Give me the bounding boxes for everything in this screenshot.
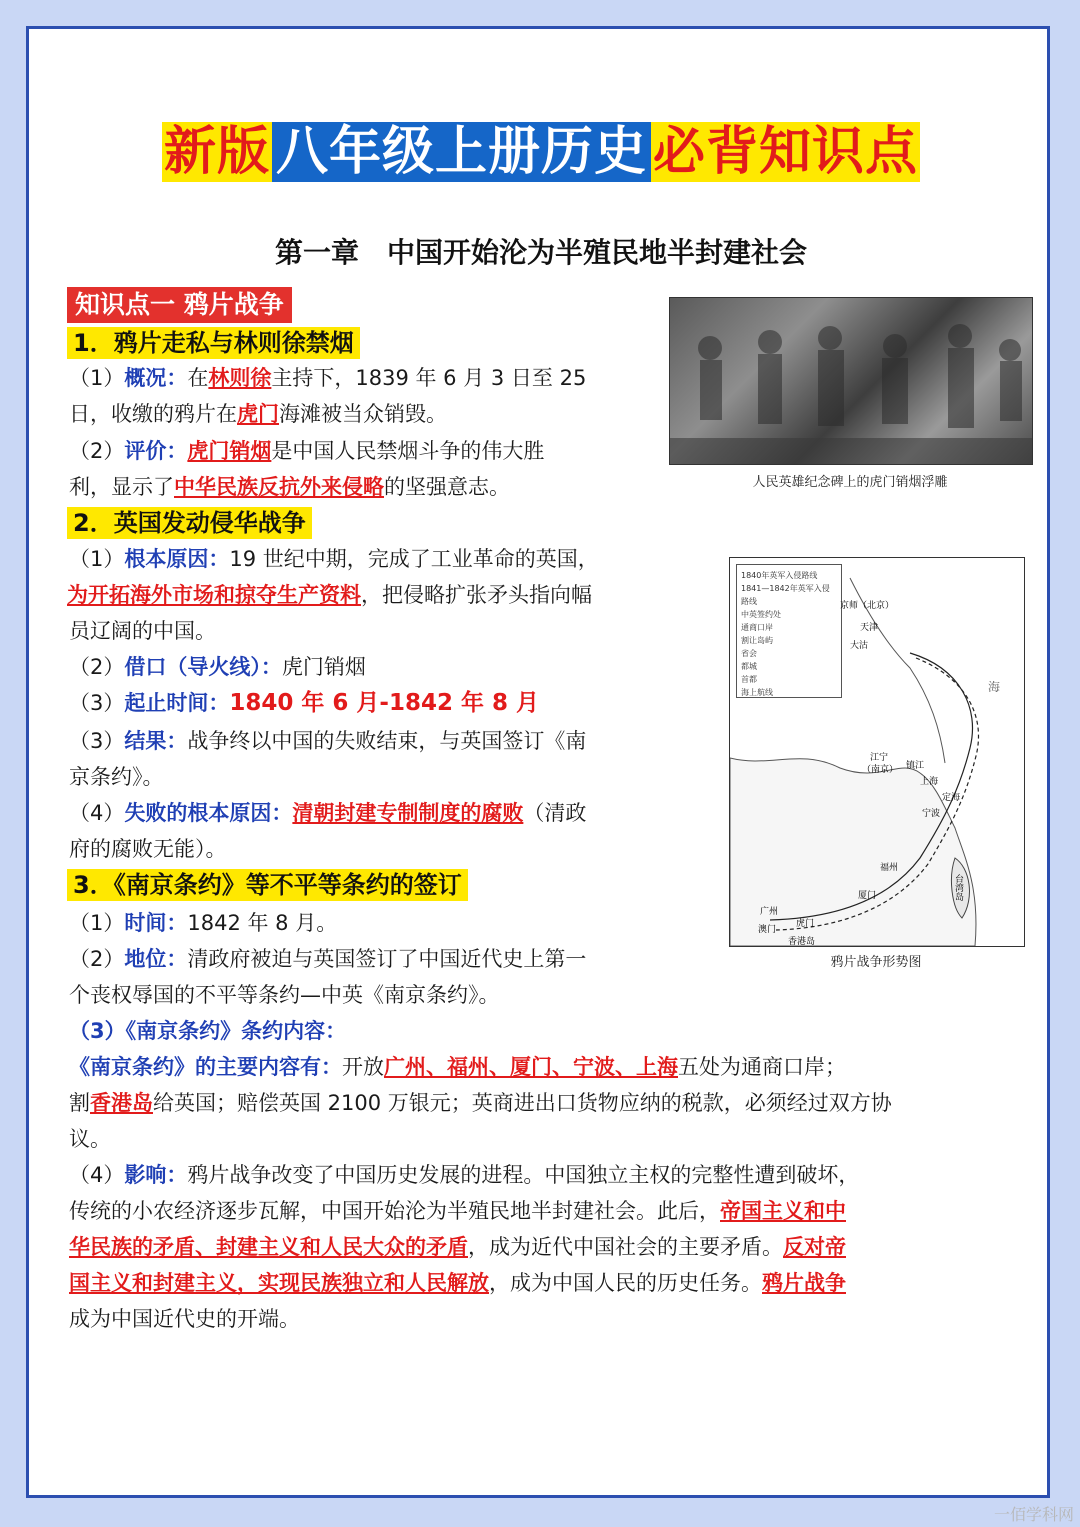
map-label: 广州 bbox=[760, 907, 779, 917]
text-line: 为开拓海外市场和掠夺生产资料，把侵略扩张矛头指向幅 bbox=[67, 583, 592, 607]
page-title bbox=[29, 121, 1053, 183]
text-line: （1）时间：1842 年 8 月。 bbox=[69, 911, 338, 935]
map-label: 大沽 bbox=[850, 641, 869, 651]
text-line: （2）借口（导火线）：虎门销烟 bbox=[69, 655, 366, 679]
legend-item: 通商口岸 bbox=[741, 623, 773, 632]
map-caption: 鸦片战争形势图 bbox=[830, 955, 922, 970]
war-map bbox=[729, 557, 1025, 947]
legend-item: 中英签约处 bbox=[741, 610, 781, 619]
map-label: 镇江 bbox=[906, 761, 925, 771]
title-part-3: 必背知识点 bbox=[653, 122, 919, 182]
map-label: 宁波 bbox=[922, 809, 941, 819]
text-line: （3）《南京条约》条约内容： bbox=[69, 1019, 347, 1043]
map-legend bbox=[736, 564, 842, 698]
map-label: 天津 bbox=[860, 623, 879, 633]
text-line: 传统的小农经济逐步瓦解，中国开始沦为半殖民地半封建社会。此后，帝国主义和中 bbox=[69, 1199, 846, 1223]
map-label: 京师（北京） bbox=[840, 601, 895, 611]
text-line: 割香港岛给英国；赔偿英国 2100 万银元；英商进出口货物应纳的税款，必须经过双方协 bbox=[69, 1091, 892, 1115]
relief-image bbox=[669, 297, 1033, 465]
text-line: 京条约》。 bbox=[69, 765, 164, 789]
knowledge-point-badge: 知识点一 鸦片战争 bbox=[67, 287, 292, 323]
legend-item: 首都 bbox=[741, 675, 757, 684]
map-label: 上海 bbox=[920, 777, 939, 787]
text-line: 《南京条约》的主要内容有：开放广州、福州、厦门、宁波、上海五处为通商口岸； bbox=[69, 1055, 846, 1079]
map-label: 江宁 bbox=[870, 753, 889, 763]
map-label: 海 bbox=[988, 680, 1001, 694]
text-line: （2）评价：虎门销烟是中国人民禁烟斗争的伟大胜 bbox=[69, 439, 545, 463]
title-part-1: 新版 bbox=[163, 122, 270, 182]
section-heading-2: 2．英国发动侵华战争 bbox=[67, 507, 312, 539]
map-label: 厦门 bbox=[858, 891, 877, 901]
section-heading-3: 3．《南京条约》等不平等条约的签订 bbox=[67, 869, 468, 901]
relief-figures bbox=[670, 298, 1032, 464]
legend-item: 省会 bbox=[741, 649, 757, 658]
map-label: 定海 bbox=[942, 793, 961, 803]
text-line: 府的腐败无能）。 bbox=[69, 837, 227, 861]
page bbox=[26, 26, 1050, 1498]
text-line: 利，显示了中华民族反抗外来侵略的坚强意志。 bbox=[69, 475, 510, 499]
text-line: （1）概况：在林则徐主持下，1839 年 6 月 3 日至 25 bbox=[69, 366, 587, 390]
text-line: 日，收缴的鸦片在虎门海滩被当众销毁。 bbox=[69, 402, 447, 426]
legend-item: 割让岛屿 bbox=[741, 636, 773, 645]
title-part-2: 八年级上册历史 bbox=[272, 122, 651, 182]
text-line: （4）失败的根本原因：清朝封建专制制度的腐败（清政 bbox=[69, 801, 587, 825]
text-line: 成为中国近代史的开端。 bbox=[69, 1307, 300, 1331]
chapter-title: 第一章 中国开始沦为半殖民地半封建社会 bbox=[274, 236, 807, 269]
map-label: 香港岛 bbox=[788, 937, 816, 947]
text-line: （2）地位：清政府被迫与英国签订了中国近代史上第一 bbox=[69, 947, 587, 971]
text-line: （4）影响：鸦片战争改变了中国历史发展的进程。中国独立主权的完整性遭到破坏， bbox=[69, 1163, 860, 1187]
legend-item: 1840年英军入侵路线 bbox=[741, 571, 818, 580]
text-line: 议。 bbox=[69, 1127, 111, 1151]
text-line: （3）结果：战争终以中国的失败结束，与英国签订《南 bbox=[69, 729, 587, 753]
legend-item: 1841—1842年英军入侵路线 bbox=[741, 584, 830, 606]
watermark: 一佰学科网 bbox=[993, 1505, 1074, 1524]
map-label: 台湾岛 bbox=[953, 874, 963, 901]
text-line: 华民族的矛盾、封建主义和人民大众的矛盾，成为近代中国社会的主要矛盾。反对帝 bbox=[69, 1235, 846, 1259]
legend-list bbox=[737, 565, 841, 699]
relief-caption: 人民英雄纪念碑上的虎门销烟浮雕 bbox=[752, 475, 948, 490]
text-line: （1）根本原因：19 世纪中期，完成了工业革命的英国， bbox=[69, 547, 599, 571]
text-line: （3）起止时间：1840 年 6 月-1842 年 8 月 bbox=[69, 690, 539, 716]
text-line: 国主义和封建主义，实现民族独立和人民解放，成为中国人民的历史任务。鸦片战争 bbox=[69, 1271, 846, 1295]
map-label: 虎门 bbox=[796, 919, 815, 929]
section-heading-1: 1．鸦片走私与林则徐禁烟 bbox=[67, 327, 360, 359]
legend-item: 海上航线 bbox=[741, 688, 773, 697]
text-line: 个丧权辱国的不平等条约—中英《南京条约》。 bbox=[69, 983, 500, 1007]
map-label: 澳门 bbox=[758, 925, 777, 935]
text-line: 员辽阔的中国。 bbox=[69, 619, 216, 643]
map-label: （南京） bbox=[862, 765, 899, 775]
legend-item: 都城 bbox=[741, 662, 757, 671]
map-label: 福州 bbox=[880, 863, 899, 873]
